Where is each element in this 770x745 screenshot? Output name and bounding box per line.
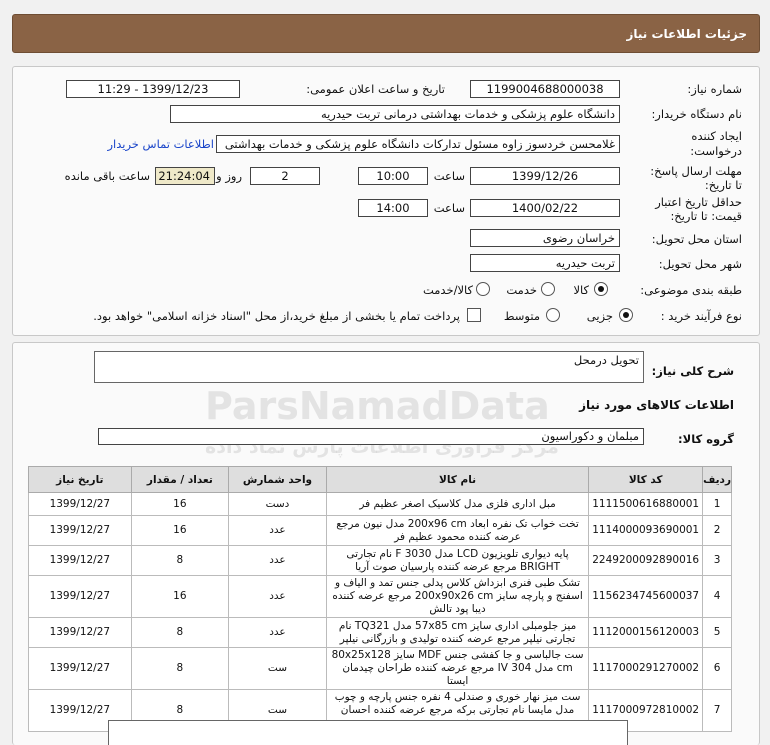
- cell-need-date: 1399/12/27: [29, 618, 132, 648]
- page-header: جزئیات اطلاعات نیاز: [12, 14, 760, 53]
- cell-quantity: 8: [131, 546, 228, 576]
- goods-group-field: مبلمان و دکوراسیون: [98, 428, 644, 445]
- province-label: استان محل تحویل:: [651, 232, 742, 246]
- purchase-medium-radio[interactable]: [546, 308, 560, 322]
- purchase-type-label: نوع فرآیند خرید :: [660, 309, 742, 323]
- description-label: شرح کلی نیاز:: [651, 364, 734, 378]
- price-validity-time-label: ساعت: [433, 201, 465, 215]
- cell-row-number: 3: [703, 546, 732, 576]
- treasury-payment-note: پرداخت تمام یا بخشی از مبلغ خرید،از محل "اسناد خزانه اسلامی" خواهد بود.: [93, 309, 460, 323]
- cell-unit: ست: [229, 648, 327, 690]
- goods-info-title: اطلاعات کالاهای مورد نیاز: [579, 398, 734, 412]
- table-row: [29, 648, 732, 690]
- cell-item-name: مبل اداری فلزی مدل کلاسیک اصغر عظیم فر: [326, 493, 588, 516]
- cell-item-name: ست جالباسی و جا کفشی جنس MDF سایز 80x25x128 cm مدل IV 304 مرجع عرضه کننده طراحان چیدمان ایستا: [326, 648, 588, 690]
- cell-quantity: 16: [131, 576, 228, 618]
- cell-row-number: 6: [703, 648, 732, 690]
- deadline-time-field: 10:00: [358, 167, 428, 185]
- cell-item-code: 1117000972810002: [589, 690, 703, 732]
- category-service-radio[interactable]: [541, 282, 555, 296]
- table-row: [29, 516, 732, 546]
- creator-field: غلامحسن خردسوز زاوه مسئول تدارکات دانشگاه علوم پزشکی و خدمات بهداشتی: [216, 135, 620, 153]
- days-remaining-field: 2: [250, 167, 320, 185]
- cell-unit: دست: [229, 493, 327, 516]
- deadline-label: مهلت ارسال پاسخ:: [650, 164, 742, 178]
- col-need-date: تاریخ نیاز: [29, 467, 132, 493]
- cell-quantity: 8: [131, 648, 228, 690]
- cell-item-name: پایه دیواری تلویزیون LCD مدل F 3030 نام تجارتی BRIGHT مرجع عرضه کننده پارسیان صوت آریا: [326, 546, 588, 576]
- price-validity-label: حداقل تاریخ اعتبار: [655, 195, 742, 209]
- cell-need-date: 1399/12/27: [29, 516, 132, 546]
- description-field: تحویل درمحل: [94, 351, 644, 383]
- buyer-org-label: نام دستگاه خریدار:: [651, 107, 742, 121]
- cell-item-name: ست میز نهار خوری و صندلی 4 نفره جنس پارچه و چوب مدل مایسا نام تجارتی برکه مرجع عرضه کننده احسان: [326, 690, 588, 732]
- price-validity-date-field: 1400/02/22: [470, 199, 620, 217]
- cell-need-date: 1399/12/27: [29, 648, 132, 690]
- category-goods-service-label: کالا/خدمت: [422, 283, 473, 297]
- announce-datetime-label: تاریخ و ساعت اعلان عمومی:: [306, 82, 445, 96]
- goods-group-label: گروه کالا:: [678, 432, 734, 446]
- attachment-box: [108, 720, 628, 745]
- cell-quantity: 8: [131, 618, 228, 648]
- table-row: [29, 546, 732, 576]
- buyer-contact-link[interactable]: اطلاعات تماس خریدار: [107, 137, 214, 151]
- col-row-number: ردیف: [703, 467, 732, 493]
- col-item-code: کد کالا: [589, 467, 703, 493]
- city-field: تربت حیدریه: [470, 254, 620, 272]
- cell-quantity: 16: [131, 493, 228, 516]
- remaining-time-field: 21:24:04: [155, 167, 215, 185]
- need-number-field: 1199004688000038: [470, 80, 620, 98]
- deadline-time-label: ساعت: [433, 169, 465, 183]
- category-service-label: خدمت: [506, 283, 537, 297]
- deadline-date-field: 1399/12/26: [470, 167, 620, 185]
- cell-quantity: 16: [131, 516, 228, 546]
- cell-unit: عدد: [229, 618, 327, 648]
- cell-quantity: 8: [131, 690, 228, 732]
- cell-item-name: تشک طبی فنری ابزداش کلاس پدلی جنس تمد و الیاف و اسفنج و پارچه سایز 200x90x26 cm مرجع عرضه کننده دیبا پود تالش: [326, 576, 588, 618]
- cell-need-date: 1399/12/27: [29, 546, 132, 576]
- category-goods-service-radio[interactable]: [476, 282, 490, 296]
- goods-table: [28, 466, 732, 732]
- cell-row-number: 2: [703, 516, 732, 546]
- table-row: [29, 618, 732, 648]
- purchase-minor-radio[interactable]: [619, 308, 633, 322]
- announce-datetime-field: 1399/12/23 - 11:29: [66, 80, 240, 98]
- remaining-time-label: ساعت باقی مانده: [64, 169, 150, 183]
- price-validity-label-2: قیمت: تا تاریخ:: [670, 209, 742, 223]
- cell-need-date: 1399/12/27: [29, 576, 132, 618]
- table-row: [29, 576, 732, 618]
- province-field: خراسان رضوی: [470, 229, 620, 247]
- cell-item-code: 1114000093690001: [589, 516, 703, 546]
- creator-label: ایجاد کننده: [691, 129, 742, 143]
- cell-row-number: 1: [703, 493, 732, 516]
- cell-need-date: 1399/12/27: [29, 690, 132, 732]
- cell-item-name: تخت خواب تک نفره ابعاد 200x96 cm مدل نیون مرجع عرضه کننده محمود عظیم فر: [326, 516, 588, 546]
- cell-need-date: 1399/12/27: [29, 493, 132, 516]
- need-number-label: شماره نیاز:: [687, 82, 742, 96]
- cell-item-code: 2249200092890016: [589, 546, 703, 576]
- city-label: شهر محل تحویل:: [658, 257, 742, 271]
- cell-unit: عدد: [229, 516, 327, 546]
- treasury-payment-checkbox[interactable]: [467, 308, 481, 322]
- purchase-minor-label: جزیی: [586, 309, 613, 323]
- cell-unit: عدد: [229, 576, 327, 618]
- col-quantity: تعداد / مقدار: [131, 467, 228, 493]
- table-row: [29, 493, 732, 516]
- goods-table-header: [29, 467, 732, 493]
- cell-item-code: 1117000291270002: [589, 648, 703, 690]
- deadline-label-2: تا تاریخ:: [704, 178, 742, 192]
- cell-item-code: 1111500616880001: [589, 493, 703, 516]
- purchase-medium-label: متوسط: [503, 309, 540, 323]
- cell-row-number: 4: [703, 576, 732, 618]
- cell-item-code: 1112000156120003: [589, 618, 703, 648]
- cell-row-number: 7: [703, 690, 732, 732]
- category-goods-label: کالا: [573, 283, 589, 297]
- col-item-name: نام کالا: [326, 467, 588, 493]
- cell-unit: ست: [229, 690, 327, 732]
- cell-item-code: 1156234745600037: [589, 576, 703, 618]
- cell-unit: عدد: [229, 546, 327, 576]
- category-label: طبقه بندی موضوعی:: [640, 283, 742, 297]
- cell-item-name: میز جلومبلی اداری سایز 57x85 cm مدل TQ321 نام تجارتی نیلپر مرجع عرضه کننده تولیدی و بازرگانی نیلپر: [326, 618, 588, 648]
- col-unit: واحد شمارش: [229, 467, 327, 493]
- price-validity-time-field: 14:00: [358, 199, 428, 217]
- category-goods-radio[interactable]: [594, 282, 608, 296]
- buyer-org-field: دانشگاه علوم پزشکی و خدمات بهداشتی درمانی تربت حیدریه: [170, 105, 620, 123]
- creator-label-2: درخواست:: [690, 144, 742, 158]
- days-label: روز و: [216, 169, 242, 183]
- cell-row-number: 5: [703, 618, 732, 648]
